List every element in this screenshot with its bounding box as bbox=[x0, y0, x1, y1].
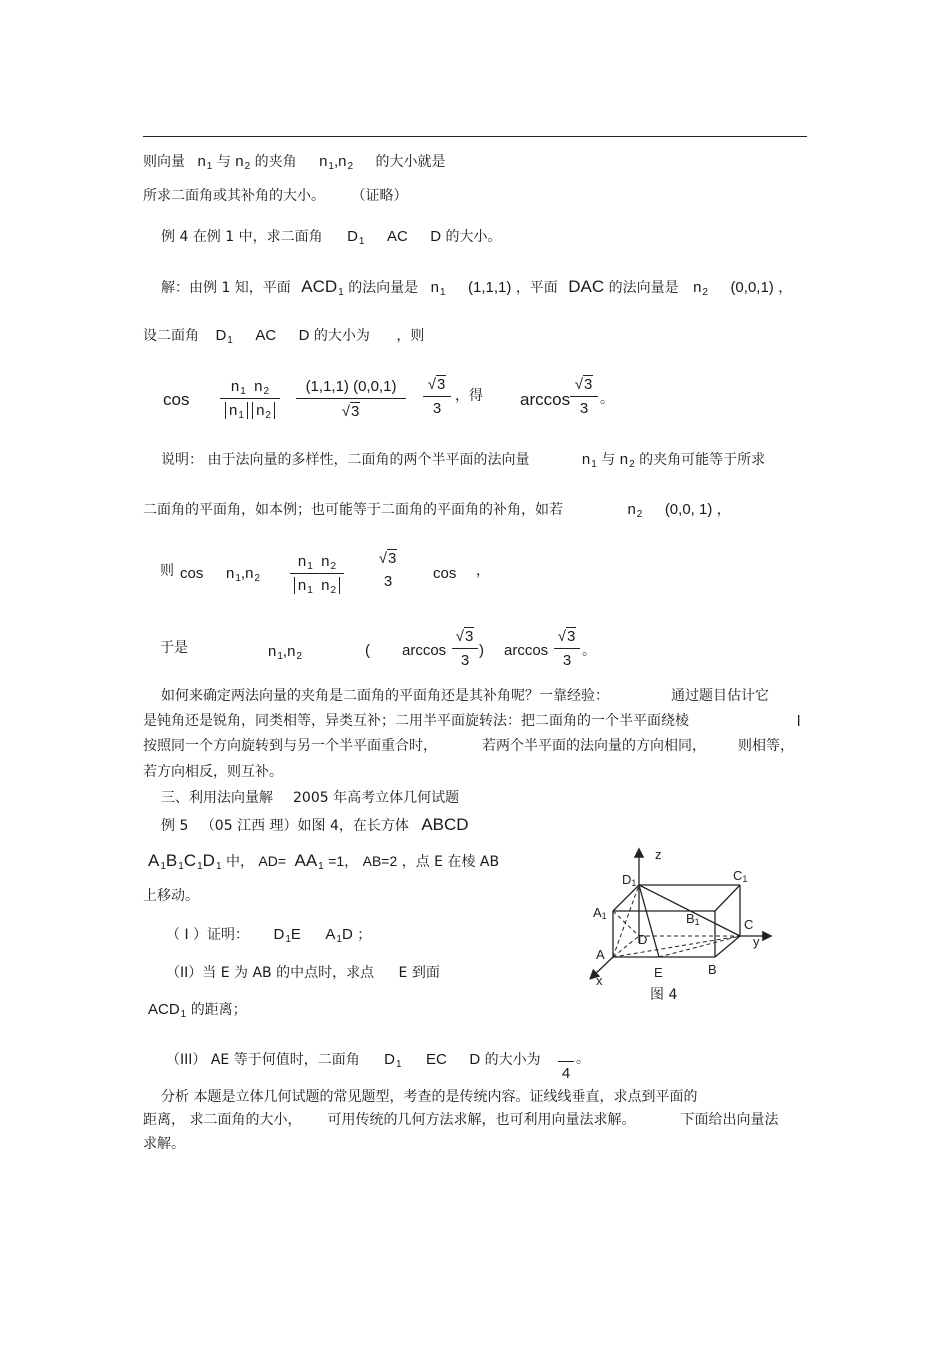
example-5-line-2 bbox=[148, 851, 500, 872]
label-a1: A1 bbox=[593, 905, 607, 921]
segment-a1d bbox=[613, 911, 639, 936]
label-x: x bbox=[596, 973, 603, 988]
arccos-label: arccos bbox=[520, 390, 571, 409]
example-label: 例 5 bbox=[161, 818, 189, 834]
cos-label: cos bbox=[180, 565, 204, 582]
text: 设二面角 bbox=[143, 328, 199, 344]
figure-4-cuboid bbox=[575, 838, 795, 1018]
text: （证略） bbox=[351, 188, 408, 204]
text: 与 bbox=[601, 452, 616, 468]
vector-n1: $n_1$ bbox=[581, 451, 597, 470]
vector-pair: $n_1,n_2$ bbox=[268, 643, 302, 662]
fraction-vectors: $\frac{(1,1,1) (0,0,1)}{√3}$ bbox=[296, 378, 406, 420]
header-rule bbox=[143, 136, 807, 137]
text: 的距离； bbox=[190, 1002, 247, 1018]
label-b1: B1 bbox=[686, 911, 700, 927]
symbol-ac: AC bbox=[255, 327, 277, 344]
set-angle-line bbox=[143, 327, 425, 346]
vector-n2: $n_2$ bbox=[627, 501, 643, 520]
note-line-2 bbox=[143, 501, 731, 520]
text: ， bbox=[716, 502, 731, 518]
question-3 bbox=[166, 1051, 541, 1070]
symbol-d: D bbox=[298, 327, 310, 344]
cos-label: cos bbox=[163, 390, 190, 409]
paragraph-line: 如何来确定两法向量的夹角是二面角的平面角还是其补角呢？一靠经验： 通过题目估计它 bbox=[161, 688, 769, 704]
fraction-root3-over-3: $\frac{√3}{3}$ bbox=[570, 375, 598, 417]
text: ， bbox=[476, 563, 490, 579]
symbol-d: D bbox=[430, 228, 442, 245]
example-label: 例 4 bbox=[161, 229, 189, 245]
label-c: C bbox=[744, 917, 754, 932]
label-d1: D1 bbox=[622, 872, 637, 888]
text: 的大小为 bbox=[313, 328, 370, 344]
text: 与 bbox=[216, 154, 231, 170]
symbol-ac: AC bbox=[386, 228, 408, 245]
solid-name: A1B1C1D1 bbox=[148, 851, 222, 872]
question-label: （III） AE 等于何值时，二面角 bbox=[166, 1052, 360, 1068]
question-2 bbox=[166, 966, 440, 980]
vector-value: (1,1,1) bbox=[468, 279, 512, 296]
vector-n1: $n_1$ bbox=[430, 279, 446, 298]
section-heading: 三、利用法向量解 2005 年高考立体几何试题 bbox=[161, 790, 460, 806]
figure-caption: 图 4 bbox=[650, 987, 678, 1003]
cos-label: cos bbox=[433, 565, 457, 582]
vector-n2: $n_2$ bbox=[619, 451, 635, 470]
segment-d1e: $D_1E$ bbox=[273, 926, 301, 945]
fraction-n1n2: $\frac{n_1 n_2}{n_1 n_2}$ bbox=[220, 378, 280, 419]
vector-pair: $n_1,n_2$ bbox=[319, 153, 354, 172]
fraction-root3-over-3: $\frac{√3}{3}$ bbox=[452, 627, 478, 669]
text: ，则 bbox=[396, 328, 425, 344]
analysis-line: 分析 本题是立体几何试题的常见题型，考查的是传统内容。证线线垂直，求点到平面的 bbox=[161, 1089, 698, 1105]
text: 的大小就是 bbox=[375, 154, 446, 170]
symbol-ec: EC bbox=[426, 1051, 447, 1068]
text: ，平面 bbox=[515, 280, 558, 296]
text: ，得 bbox=[455, 388, 483, 404]
text: 。 bbox=[582, 643, 596, 659]
segment-ac bbox=[613, 936, 740, 957]
text: ； bbox=[357, 927, 372, 943]
text-line-1 bbox=[143, 153, 446, 172]
edge-a1d1 bbox=[613, 885, 639, 911]
label-z: z bbox=[655, 847, 662, 862]
text: 中， bbox=[225, 854, 254, 870]
plane-dac: DAC bbox=[568, 277, 605, 296]
symbol-d1: $D_1$ bbox=[347, 228, 365, 247]
note-line-1 bbox=[161, 451, 766, 470]
text: 所求二面角或其补角的大小。 bbox=[143, 188, 325, 204]
label-d: D bbox=[638, 932, 648, 947]
fraction-root3-over-3: $\frac{√3}{3}$ bbox=[554, 627, 580, 669]
text-line: 上移动。 bbox=[143, 888, 199, 904]
question-1 bbox=[166, 926, 372, 945]
paren: ) bbox=[479, 642, 484, 659]
text: 。 bbox=[600, 391, 614, 407]
paragraph-line: 按照同一个方向旋转到与另一个半平面重合时， 若两个半平面的法向量的方向相同， 则相等， bbox=[143, 738, 794, 754]
symbol-d1: $D_1$ bbox=[384, 1051, 402, 1070]
analysis-line: 求解。 bbox=[143, 1136, 185, 1152]
paragraph-line: 若方向相反，则互补。 bbox=[143, 764, 283, 780]
arccos-label: arccos bbox=[504, 642, 549, 659]
question-label: （ I ）证明： bbox=[166, 927, 250, 943]
fraction-root3-over-3: √3 3 bbox=[378, 550, 397, 590]
solution-line bbox=[161, 277, 793, 298]
text: AB=2 bbox=[362, 853, 398, 869]
text: 的法向量是 bbox=[348, 280, 419, 296]
plane-acd1: $ACD_1$ bbox=[148, 1001, 187, 1020]
text: 解：由例 1 知，平面 bbox=[161, 280, 291, 296]
text: 的夹角 bbox=[254, 154, 297, 170]
text: E 到面 bbox=[398, 965, 440, 981]
example-5 bbox=[161, 816, 469, 833]
text: 则 bbox=[160, 563, 174, 579]
text: ， bbox=[778, 280, 793, 296]
text: 的大小为 bbox=[484, 1052, 541, 1068]
question-2-line-2 bbox=[148, 1001, 247, 1020]
vector-n1: $n_1$ bbox=[197, 153, 213, 172]
vector-value: (0,0, 1) bbox=[664, 501, 713, 518]
text: 的法向量是 bbox=[608, 280, 679, 296]
example-4 bbox=[161, 228, 502, 247]
text: AD= bbox=[258, 853, 287, 869]
text: 说明： 由于法向量的多样性，二面角的两个半平面的法向量 bbox=[161, 452, 530, 468]
text: 。 bbox=[576, 1051, 590, 1067]
label-a: A bbox=[596, 947, 605, 962]
text: 的大小。 bbox=[445, 229, 502, 245]
fraction-n1n2: $\frac{n_1 n_2}{n_1 n_2}$ bbox=[290, 553, 344, 594]
text: 于是 bbox=[160, 640, 188, 656]
text: 则向量 bbox=[143, 154, 185, 170]
paren: ( bbox=[365, 642, 370, 659]
text: 的夹角可能等于所求 bbox=[639, 452, 766, 468]
label-c1: C1 bbox=[733, 868, 748, 884]
symbol-d: D bbox=[469, 1051, 481, 1068]
label-b: B bbox=[708, 962, 717, 977]
vector-n2: $n_2$ bbox=[693, 279, 708, 298]
text-line-2 bbox=[143, 189, 407, 203]
symbol-aa1: AA1 bbox=[294, 851, 324, 872]
plane-acd1: ACD1 bbox=[301, 277, 344, 298]
fraction-root3-over-3: $\frac{√3}{3}$ bbox=[423, 375, 451, 417]
edge-b1c1 bbox=[715, 885, 740, 911]
solid-name: ABCD bbox=[421, 815, 469, 834]
label-e: E bbox=[654, 965, 663, 980]
vector-n2: $n_2$ bbox=[235, 153, 251, 172]
symbol-l: l bbox=[797, 713, 801, 730]
vector-value: (0,0,1) bbox=[730, 279, 774, 296]
text: ，点 E 在棱 AB bbox=[401, 854, 500, 870]
paragraph-line: 是钝角还是锐角，同类相等，异类互补；二用半平面旋转法：把二面角的一个半平面绕棱 bbox=[143, 713, 689, 729]
text: =1， bbox=[328, 853, 359, 869]
question-label: （II）当 E 为 AB 的中点时，求点 bbox=[166, 965, 375, 981]
text: （05 江西 理）如图 4，在长方体 bbox=[200, 818, 409, 834]
symbol-d1: $D_1$ bbox=[215, 327, 233, 346]
vector-pair: $n_1,n_2$ bbox=[226, 565, 260, 584]
fraction-over-4: 4 bbox=[558, 1048, 574, 1082]
text: 二面角的平面角，如本例；也可能等于二面角的平面角的补角，如若 bbox=[143, 502, 563, 518]
segment-a1d: $A_1D$ bbox=[325, 926, 353, 945]
analysis-line: 距离， 求二面角的大小， 可用传统的几何方法求解，也可利用向量法求解。 下面给出向量法 bbox=[143, 1112, 779, 1128]
arccos-label: arccos bbox=[402, 642, 447, 659]
text: 在例 1 中，求二面角 bbox=[192, 229, 323, 245]
label-y: y bbox=[753, 934, 760, 949]
